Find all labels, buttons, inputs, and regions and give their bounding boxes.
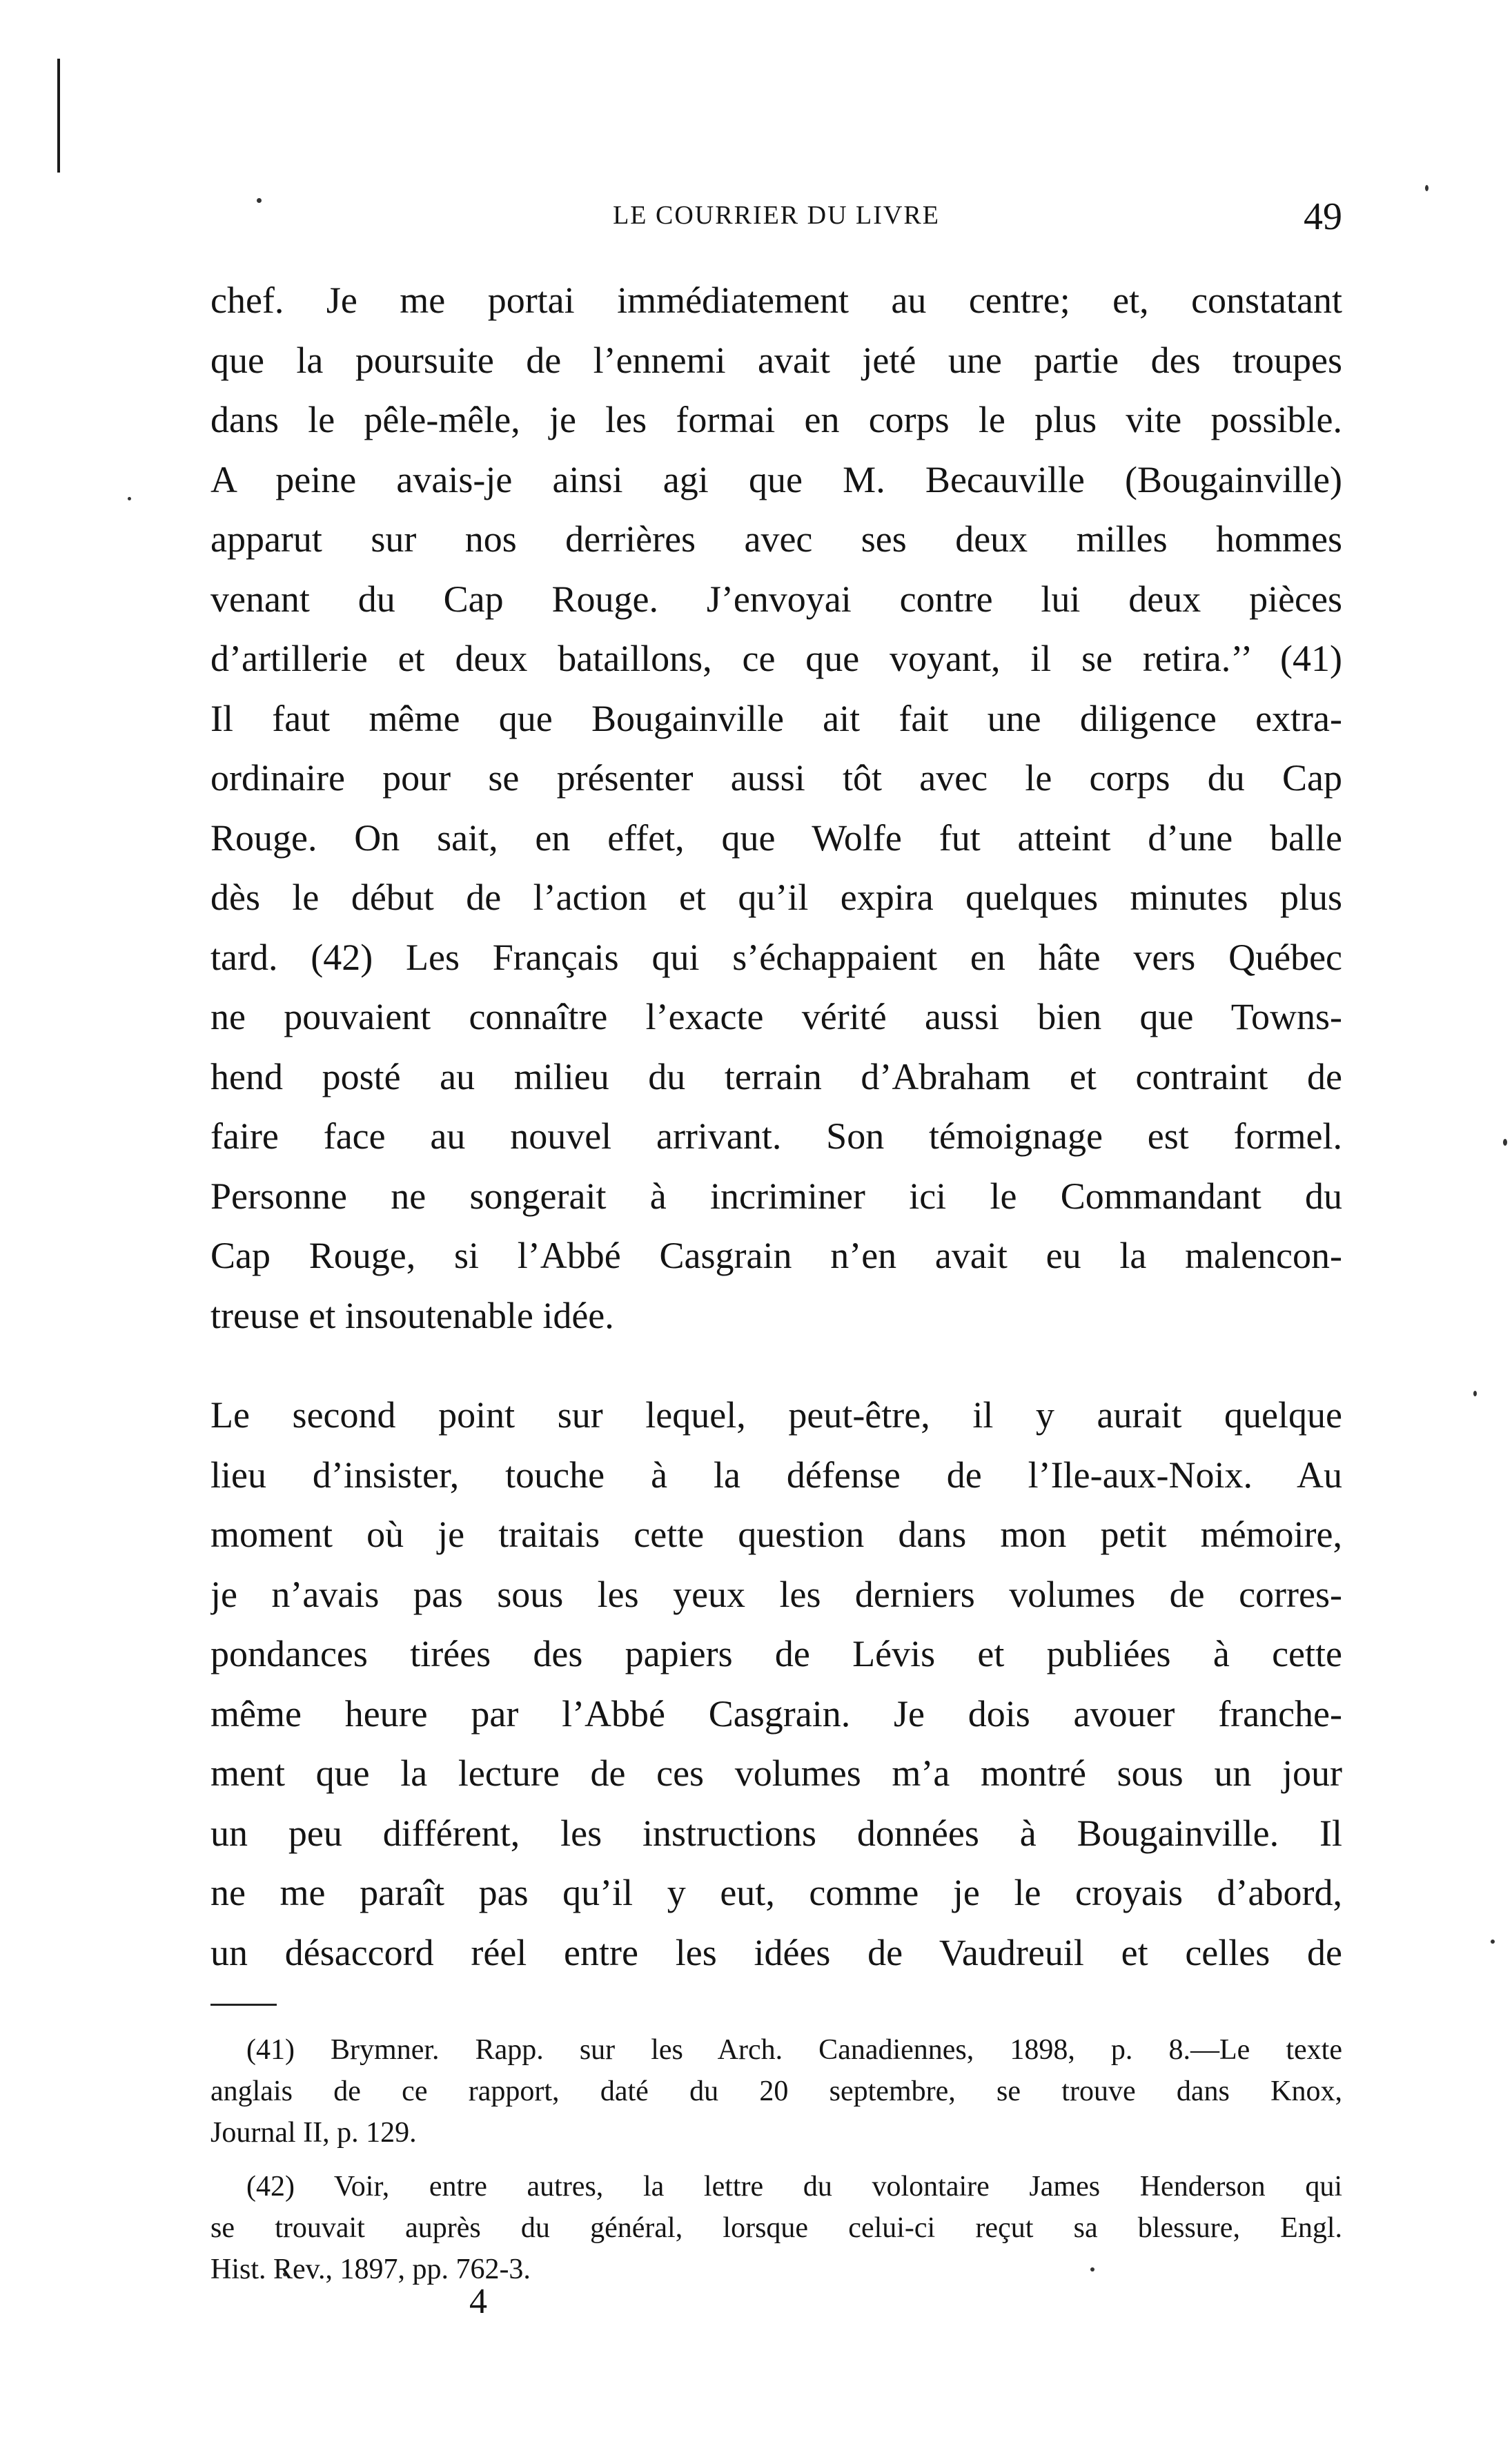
text-line: ment que la lecture de ces volumes m’a montré sous un jour — [210, 1752, 1342, 1794]
text-line: hend posté au milieu du terrain d’Abraham et contraint de — [210, 1055, 1342, 1097]
footnote-42-line: se trouvait auprès du général, lorsque celui-ci reçut sa blessure, Engl. — [210, 2212, 1342, 2244]
text-line: Le second point sur lequel, peut-être, il y aurait quelque — [210, 1394, 1342, 1436]
text-line: je n’avais pas sous les yeux les derniers volumes de corres- — [210, 1573, 1342, 1615]
text-line: treuse et insoutenable idée. — [210, 1294, 614, 1336]
footnote-rule — [210, 2004, 277, 2006]
page-number: 49 — [1304, 195, 1342, 238]
text-line: que la poursuite de l’ennemi avait jeté une partie des troupes — [210, 339, 1342, 381]
text-line: Cap Rouge, si l’Abbé Casgrain n’en avait eu la malencon- — [210, 1235, 1342, 1276]
text-line: chef. Je me portai immédiatement au centre; et, constatant — [210, 280, 1342, 321]
text-line: ne me paraît pas qu’il y eut, comme je le croyais d’abord, — [210, 1872, 1342, 1913]
scan-margin-mark — [57, 59, 60, 173]
scan-speck — [1473, 1391, 1477, 1396]
text-line: pondances tirées des papiers de Lévis et publiées à cette — [210, 1633, 1342, 1674]
text-line: dans le pêle-mêle, je les formai en corps le plus vite possible. — [210, 399, 1342, 440]
text-line: Il faut même que Bougainville ait fait une diligence extra- — [210, 697, 1342, 739]
scan-speck — [1491, 1940, 1495, 1944]
text-line: Personne ne songerait à incriminer ici le Commandant du — [210, 1175, 1342, 1217]
footnote-41-line: Journal II, p. 129. — [210, 2117, 417, 2149]
running-head — [210, 195, 1342, 243]
running-title: LE COURRIER DU LIVRE — [613, 201, 940, 230]
text-line: A peine avais-je ainsi agi que M. Becauville (Bougainville) — [210, 458, 1342, 500]
text-line: Rouge. On sait, en effet, que Wolfe fut atteint d’une balle — [210, 817, 1342, 859]
scan-speck — [128, 497, 131, 500]
body-text — [210, 271, 1342, 1982]
text-line: d’artillerie et deux bataillons, ce que voyant, il se retira.’’ (41) — [210, 638, 1342, 679]
footnote-41-line: (41) Brymner. Rapp. sur les Arch. Canadiennes, 1898, p. 8.—Le texte — [246, 2034, 1342, 2066]
text-line: un désaccord réel entre les idées de Vaudreuil et celles de — [210, 1931, 1342, 1973]
text-line: ordinaire pour se présenter aussi tôt avec le corps du Cap — [210, 757, 1342, 799]
scan-speck — [1503, 1139, 1507, 1146]
text-line: apparut sur nos derrières avec ses deux milles hommes — [210, 518, 1342, 560]
text-line: lieu d’insister, touche à la défense de l’Ile-aux-Noix. Au — [210, 1454, 1342, 1496]
text-line: ne pouvaient connaître l’exacte vérité aussi bien que Towns- — [210, 996, 1342, 1037]
text-line: dès le début de l’action et qu’il expira quelques minutes plus — [210, 877, 1342, 918]
text-line: même heure par l’Abbé Casgrain. Je dois avouer franche- — [210, 1692, 1342, 1735]
footnote-41-line: anglais de ce rapport, daté du 20 septembre, se trouve dans Knox, — [210, 2075, 1342, 2107]
footnotes — [210, 2029, 1342, 2290]
footnote-gap — [210, 2153, 1342, 2166]
text-line: faire face au nouvel arrivant. Son témoignage est formel. — [210, 1115, 1342, 1157]
scan-speck — [1425, 185, 1428, 191]
footnote-42-line: (42) Voir, entre autres, la lettre du volontaire James Henderson qui — [246, 2171, 1342, 2202]
signature-mark: 4 — [469, 2282, 487, 2321]
text-line: un peu différent, les instructions données à Bougainville. Il — [210, 1812, 1342, 1854]
paragraph-break — [210, 1345, 1342, 1385]
text-line: tard. (42) Les Français qui s’échappaient en hâte vers Québec — [210, 936, 1342, 978]
footnote-42-line: Hist. Rev., 1897, pp. 762-3. — [210, 2254, 531, 2285]
text-line: moment où je traitais cette question dans mon petit mémoire, — [210, 1514, 1342, 1555]
text-line: venant du Cap Rouge. J’envoyai contre lui deux pièces — [210, 578, 1342, 620]
